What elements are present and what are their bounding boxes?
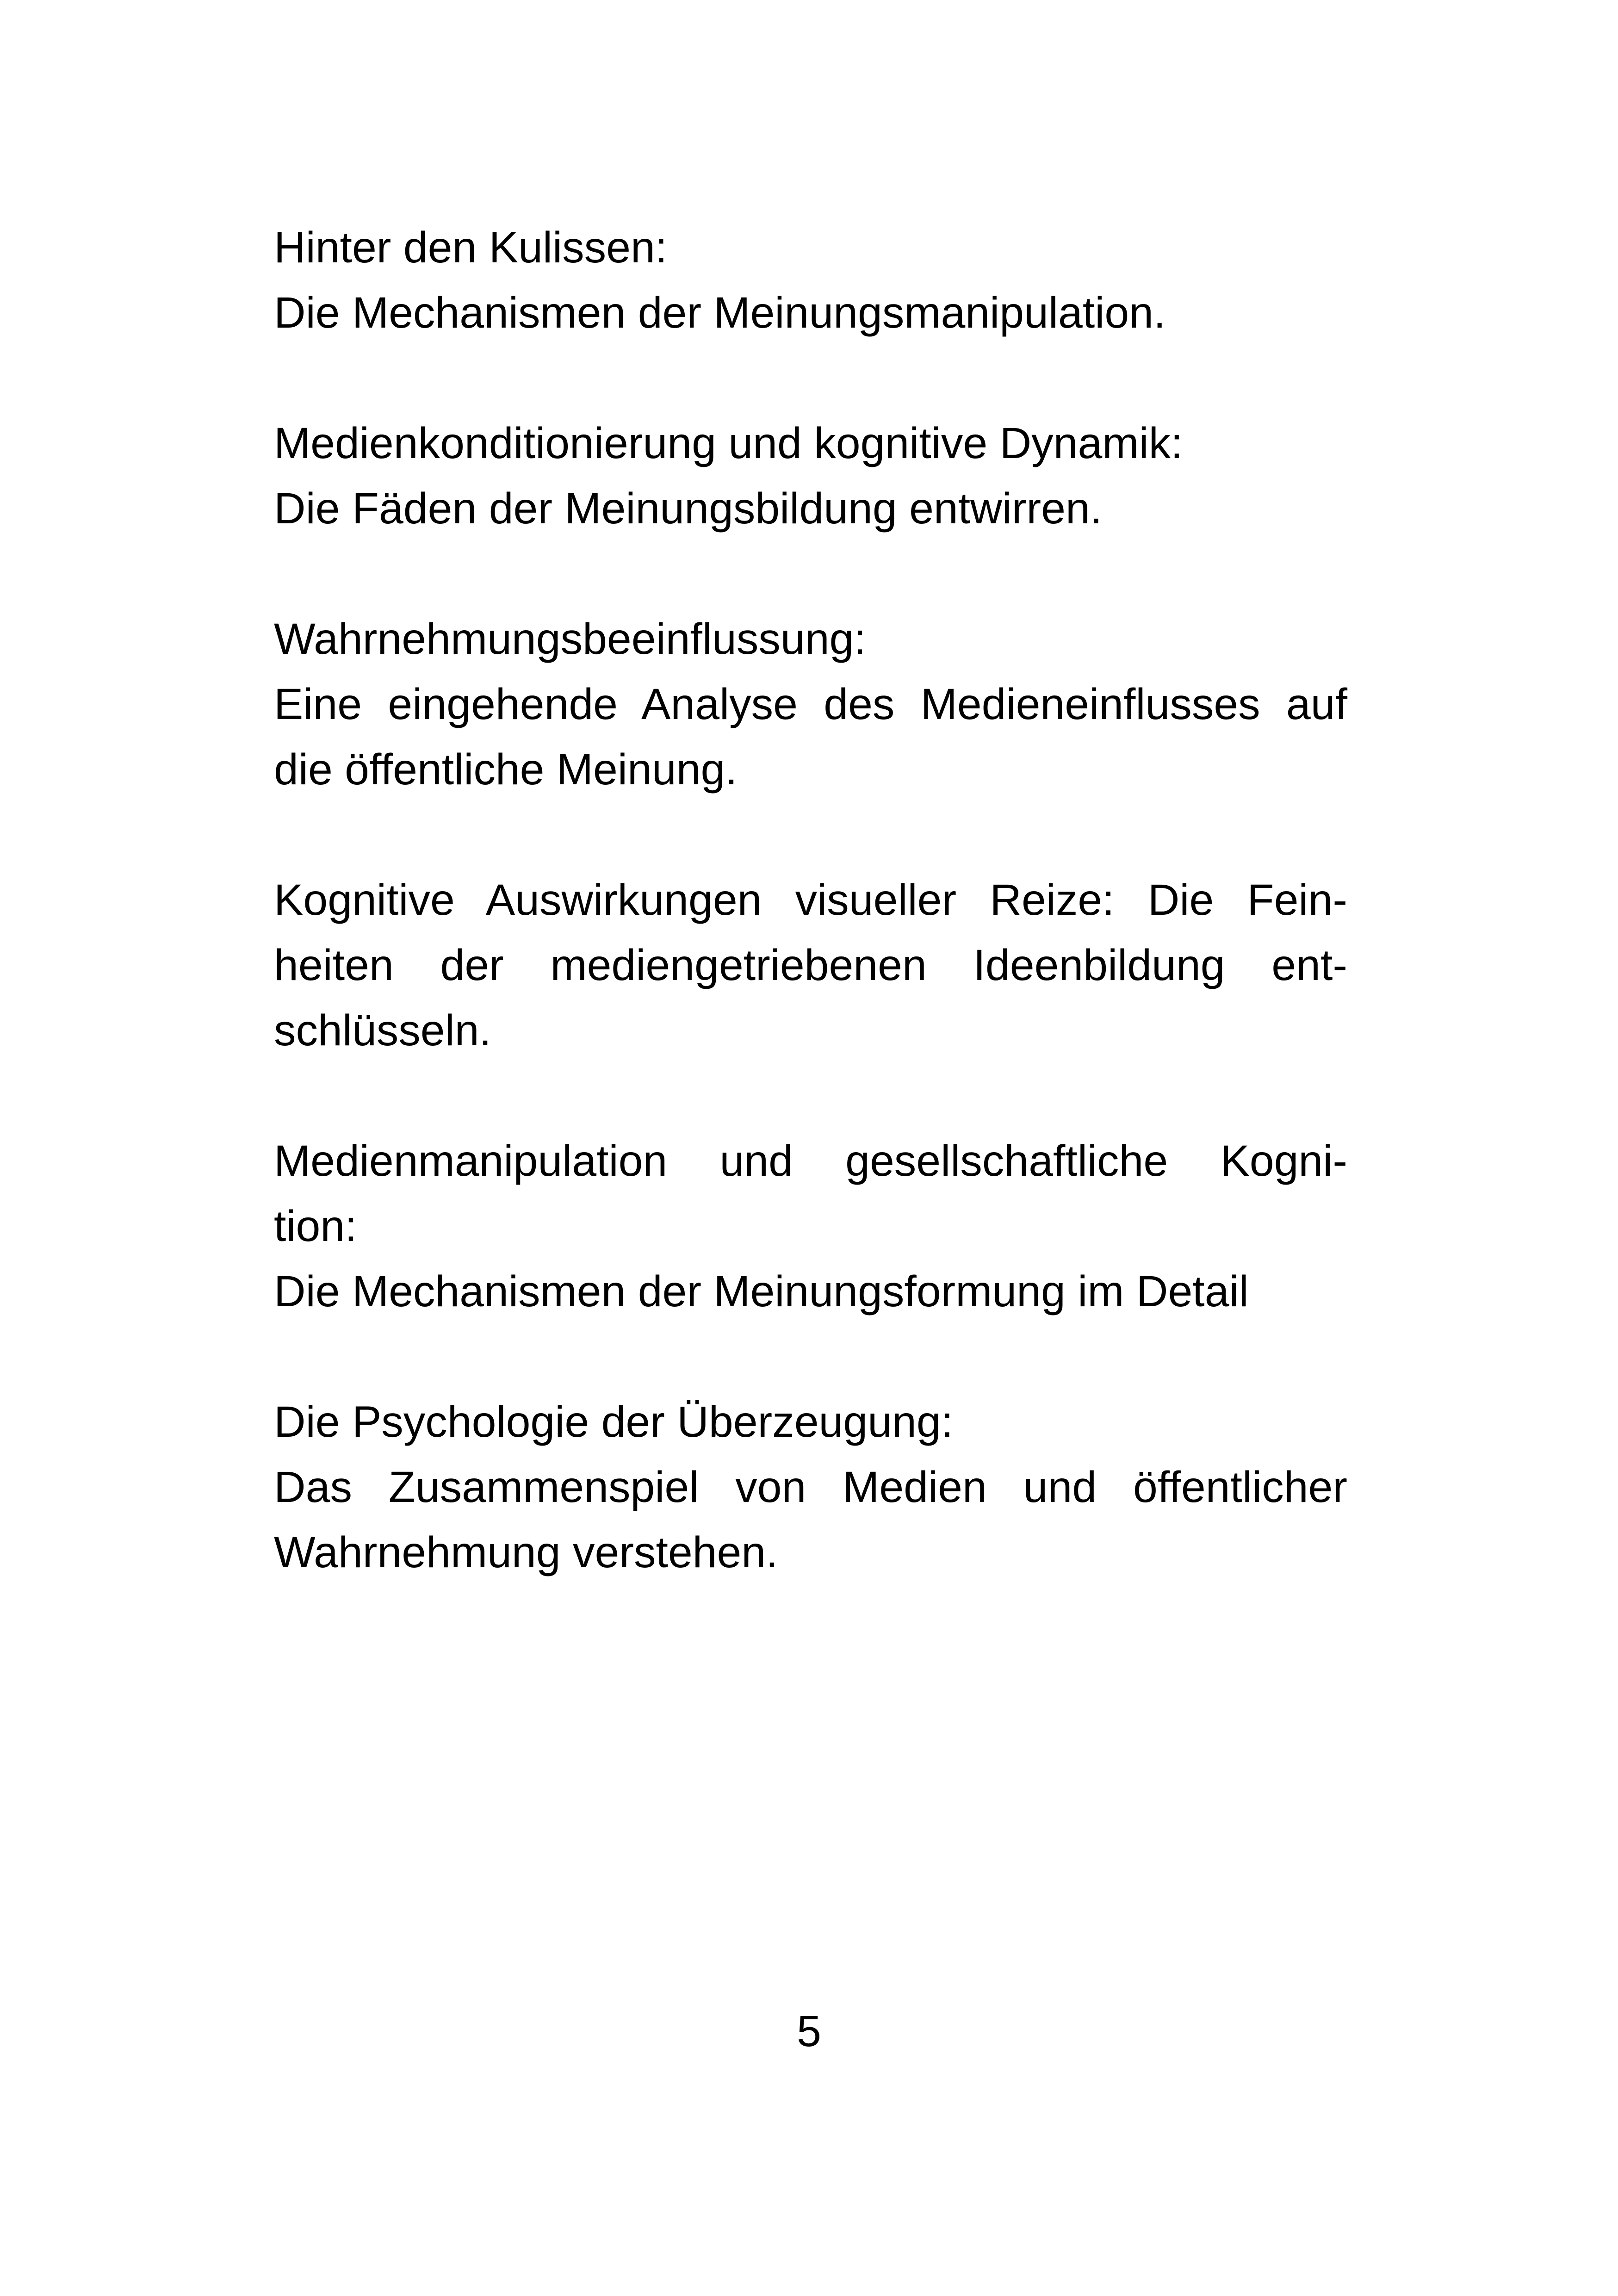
paragraph-1 bbox=[274, 215, 1347, 346]
paragraph-6-line-2: Das Zusammenspiel von Medien und öffentlicher bbox=[274, 1463, 1347, 1512]
paragraph-5-line-1: Medienmanipulation und gesellschaftliche Kogni- bbox=[274, 1136, 1347, 1185]
paragraph-3-line-2: Eine eingehende Analyse des Medieneinflusses auf bbox=[274, 680, 1347, 729]
paragraph-4-line-3: schlüsseln. bbox=[274, 1006, 491, 1055]
paragraph-6 bbox=[274, 1390, 1347, 1585]
paragraph-6-line-1: Die Psychologie der Überzeugung: bbox=[274, 1397, 954, 1446]
paragraph-5 bbox=[274, 1129, 1347, 1324]
paragraph-6-line-3: Wahrnehmung verstehen. bbox=[274, 1528, 778, 1577]
page-number: 5 bbox=[797, 2007, 821, 2056]
paragraph-2-line-2: Die Fäden der Meinungsbildung entwirren. bbox=[274, 484, 1103, 533]
paragraph-3 bbox=[274, 607, 1347, 802]
paragraph-1-line-2: Die Mechanismen der Meinungsmanipulation. bbox=[274, 288, 1166, 337]
paragraph-1-line-1: Hinter den Kulissen: bbox=[274, 223, 668, 272]
paragraph-4-line-1: Kognitive Auswirkungen visueller Reize: Die Fein- bbox=[274, 875, 1347, 925]
paragraph-5-line-2: tion: bbox=[274, 1202, 357, 1251]
paragraph-2-line-1: Medienkonditionierung und kognitive Dynamik: bbox=[274, 419, 1183, 468]
paragraph-3-line-3: die öffentliche Meinung. bbox=[274, 745, 738, 794]
paragraph-3-line-1: Wahrnehmungsbeeinflussung: bbox=[274, 614, 866, 664]
paragraph-5-line-3: Die Mechanismen der Meinungsformung im Detail bbox=[274, 1267, 1249, 1316]
paragraph-2 bbox=[274, 411, 1347, 541]
paragraph-4-line-2: heiten der mediengetriebenen Ideenbildung ent- bbox=[274, 941, 1347, 990]
paragraph-4 bbox=[274, 868, 1347, 1063]
table-of-contents-text bbox=[274, 215, 1347, 1651]
